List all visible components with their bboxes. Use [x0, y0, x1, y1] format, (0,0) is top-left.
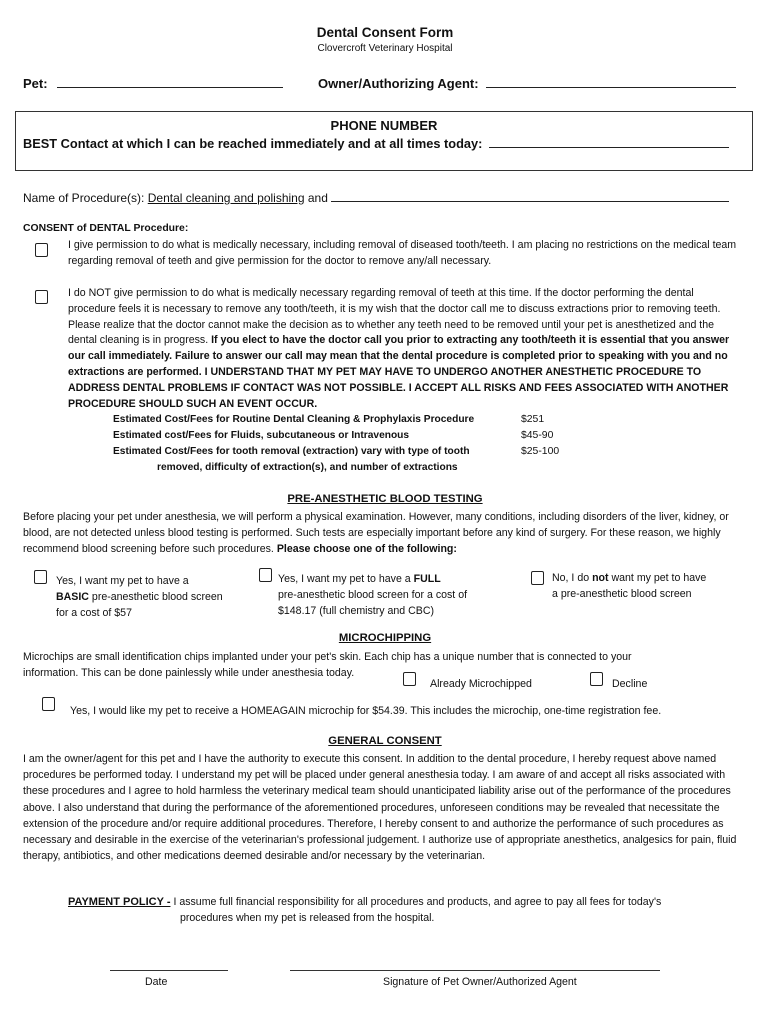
blood-testing-intro	[23, 510, 735, 557]
hospital-name: Clovercroft Veterinary Hospital	[317, 43, 453, 54]
no-screen-bold: not	[592, 572, 609, 584]
cost-note: removed, difficulty of extraction(s), and number of extractions	[157, 462, 458, 473]
phone-field	[23, 136, 729, 151]
cost-row-value: $251	[521, 414, 545, 425]
full-screen-text-2: pre-anesthetic blood screen for a cost of	[278, 588, 468, 601]
decline-microchip-label: Decline	[612, 678, 648, 690]
full-screen-checkbox[interactable]	[259, 568, 272, 582]
payment-policy-text: I assume full financial responsibility for all procedures and products, and agree to pay all fees for today's	[173, 896, 662, 908]
payment-policy-text-2: procedures when my pet is released from the hospital.	[180, 912, 435, 924]
owner-label: Owner/Authorizing Agent:	[318, 76, 479, 91]
full-screen-cost: $148.17 (full chemistry and CBC)	[278, 604, 435, 617]
microchipping-intro-line-1: Microchips are small identification chips implanted under your pet's skin. Each chip has a unique number that is connected to your	[23, 651, 632, 663]
cost-row-label: Estimated Cost/Fees for Routine Dental Cleaning & Prophylaxis Procedure	[113, 414, 475, 425]
pet-input[interactable]	[57, 87, 283, 88]
owner-field	[318, 76, 736, 91]
signature-label: Signature of Pet Owner/Authorized Agent	[383, 976, 577, 988]
phone-title: PHONE NUMBER	[330, 118, 438, 133]
consent-dental-heading: CONSENT of DENTAL Procedure:	[23, 223, 189, 234]
cost-row-label: Estimated Cost/Fees for tooth removal (extraction) vary with type of tooth	[113, 446, 470, 457]
basic-screen-option	[56, 574, 223, 621]
basic-screen-cost: for a cost of $57	[56, 606, 132, 619]
form-title: Dental Consent Form	[316, 25, 454, 40]
basic-screen-text: Yes, I want my pet to have a	[56, 575, 189, 587]
homeagain-label: Yes, I would like my pet to receive a HOMEAGAIN microchip for $54.39. This includes the microchip, one-time registration fee.	[70, 705, 662, 717]
blood-testing-instruction: Please choose one of the following:	[276, 542, 457, 555]
no-screen-text-3: a pre-anesthetic blood screen	[552, 587, 692, 600]
basic-screen-checkbox[interactable]	[34, 570, 47, 584]
phone-number-box	[15, 111, 753, 171]
already-microchipped-label: Already Microchipped	[430, 678, 532, 690]
no-permission-text-plain: I do NOT give permission to do what is medically necessary regarding removal of teeth at this time. If the doctor performing the dental procedure feels it is necessary to remove any tooth/teeth, it is my wish that the doctor call me to discuss extractions prior to removing teeth. Please realize that the doctor cannot make the decision as to whether any teeth need to be removed until your pet is anesthetized and the dental cleaning is in progress.	[68, 287, 721, 347]
decline-microchip-checkbox[interactable]	[590, 672, 603, 686]
date-label: Date	[145, 976, 168, 988]
payment-policy-label: PAYMENT POLICY -	[68, 896, 171, 908]
no-screen-checkbox[interactable]	[531, 571, 544, 585]
full-screen-option	[278, 572, 467, 619]
full-screen-text: Yes, I want my pet to have a	[278, 573, 411, 585]
no-permission-text	[68, 286, 740, 412]
procedure-input[interactable]	[331, 201, 729, 202]
pet-label: Pet:	[23, 76, 48, 91]
no-permission-text-bold: If you elect to have the doctor call you prior to extracting any tooth/teeth it is essential that you answer our call immediately. Failure to answer our call may mean that the dental procedure is completed prior to speaking with you and no extractions are performed. I UNDERSTAND THAT MY PET MAY HAVE TO UNDERGO ANOTHER ANESTHETIC PROCEDURE TO ADDRESS DENTAL PROBLEMS IF CONTACT WAS NOT POSSIBLE. I ACCEPT ALL RISKS AND FEES ASSOCIATED WITH ANOTHER PROCEDURE SHOULD SUCH AN EVENT OCCUR.	[68, 334, 730, 410]
procedure-value: Dental cleaning and polishing	[147, 191, 305, 205]
cost-row-label: Estimated cost/Fees for Fluids, subcutaneous or Intravenous	[113, 430, 410, 441]
procedure-field	[23, 191, 729, 205]
microchipping-heading: MICROCHIPPING	[338, 632, 432, 644]
no-permission-checkbox[interactable]	[35, 290, 48, 304]
permission-text: I give permission to do what is medically necessary, including removal of diseased tooth/teeth. I am placing no restrictions on the medical team regarding removal of teeth and give permission for the doctor to remove any/all necessary.	[68, 239, 737, 267]
pet-field	[23, 76, 283, 91]
basic-screen-bold: BASIC	[56, 590, 89, 603]
no-screen-text-2: want my pet to have	[611, 572, 707, 584]
homeagain-checkbox[interactable]	[42, 697, 55, 711]
phone-input[interactable]	[489, 147, 729, 148]
procedure-label: Name of Procedure(s):	[23, 191, 145, 205]
phone-prompt: BEST Contact at which I can be reached immediately and at all times today:	[23, 136, 483, 151]
general-consent-text: I am the owner/agent for this pet and I have the authority to execute this consent. In addition to the dental procedure, I hereby request above named procedures be performed today. I understand my pet will be placed under general anesthesia today. I am aware of and accept all risks associated with these procedures and I agree to hold harmless the veterinary medical team should unanticipated liability arise out of the performance of the procedures above. I also understand that during the performance of the aforementioned procedures, unforeseen conditions may be revealed that necessitate the extension of the procedure and/or require additional procedures. Therefore, I hereby consent to and authorize the performance of such procedures as necessary and desirable in the exercise of the veterinarian's professional judgement. I authorize use of appropriate anesthetics, analgesics for pain, fluid therapy, antibiotics, and other medications deemed desirable and/or necessary by the veterinarian.	[23, 753, 737, 863]
blood-testing-intro-text: Before placing your pet under anesthesia, we will perform a physical examination. However, many conditions, including disorders of the liver, kidney, or blood, are not detected unless blood testing is performed. Such tests are especially important before any kind of surgery. For these reason, we highly recommend blood screening before such procedures.	[23, 511, 729, 555]
owner-input[interactable]	[486, 87, 736, 88]
permission-checkbox[interactable]	[35, 243, 48, 257]
no-screen-text: No, I do	[552, 572, 590, 584]
cost-row-value: $45-90	[521, 430, 554, 441]
procedure-and: and	[307, 191, 328, 205]
date-line[interactable]	[110, 970, 228, 971]
no-screen-option	[552, 571, 706, 603]
already-microchipped-checkbox[interactable]	[403, 672, 416, 686]
general-consent-heading: GENERAL CONSENT	[328, 735, 442, 747]
signature-line[interactable]	[290, 970, 660, 971]
blood-testing-heading: PRE-ANESTHETIC BLOOD TESTING	[287, 493, 483, 505]
full-screen-bold: FULL	[413, 573, 441, 585]
basic-screen-text-2: pre-anesthetic blood screen	[91, 590, 223, 603]
cost-row-value: $25-100	[521, 446, 560, 457]
payment-policy	[68, 896, 661, 908]
microchipping-intro-line-2: information. This can be done painlessly while under anesthesia today.	[23, 667, 355, 679]
